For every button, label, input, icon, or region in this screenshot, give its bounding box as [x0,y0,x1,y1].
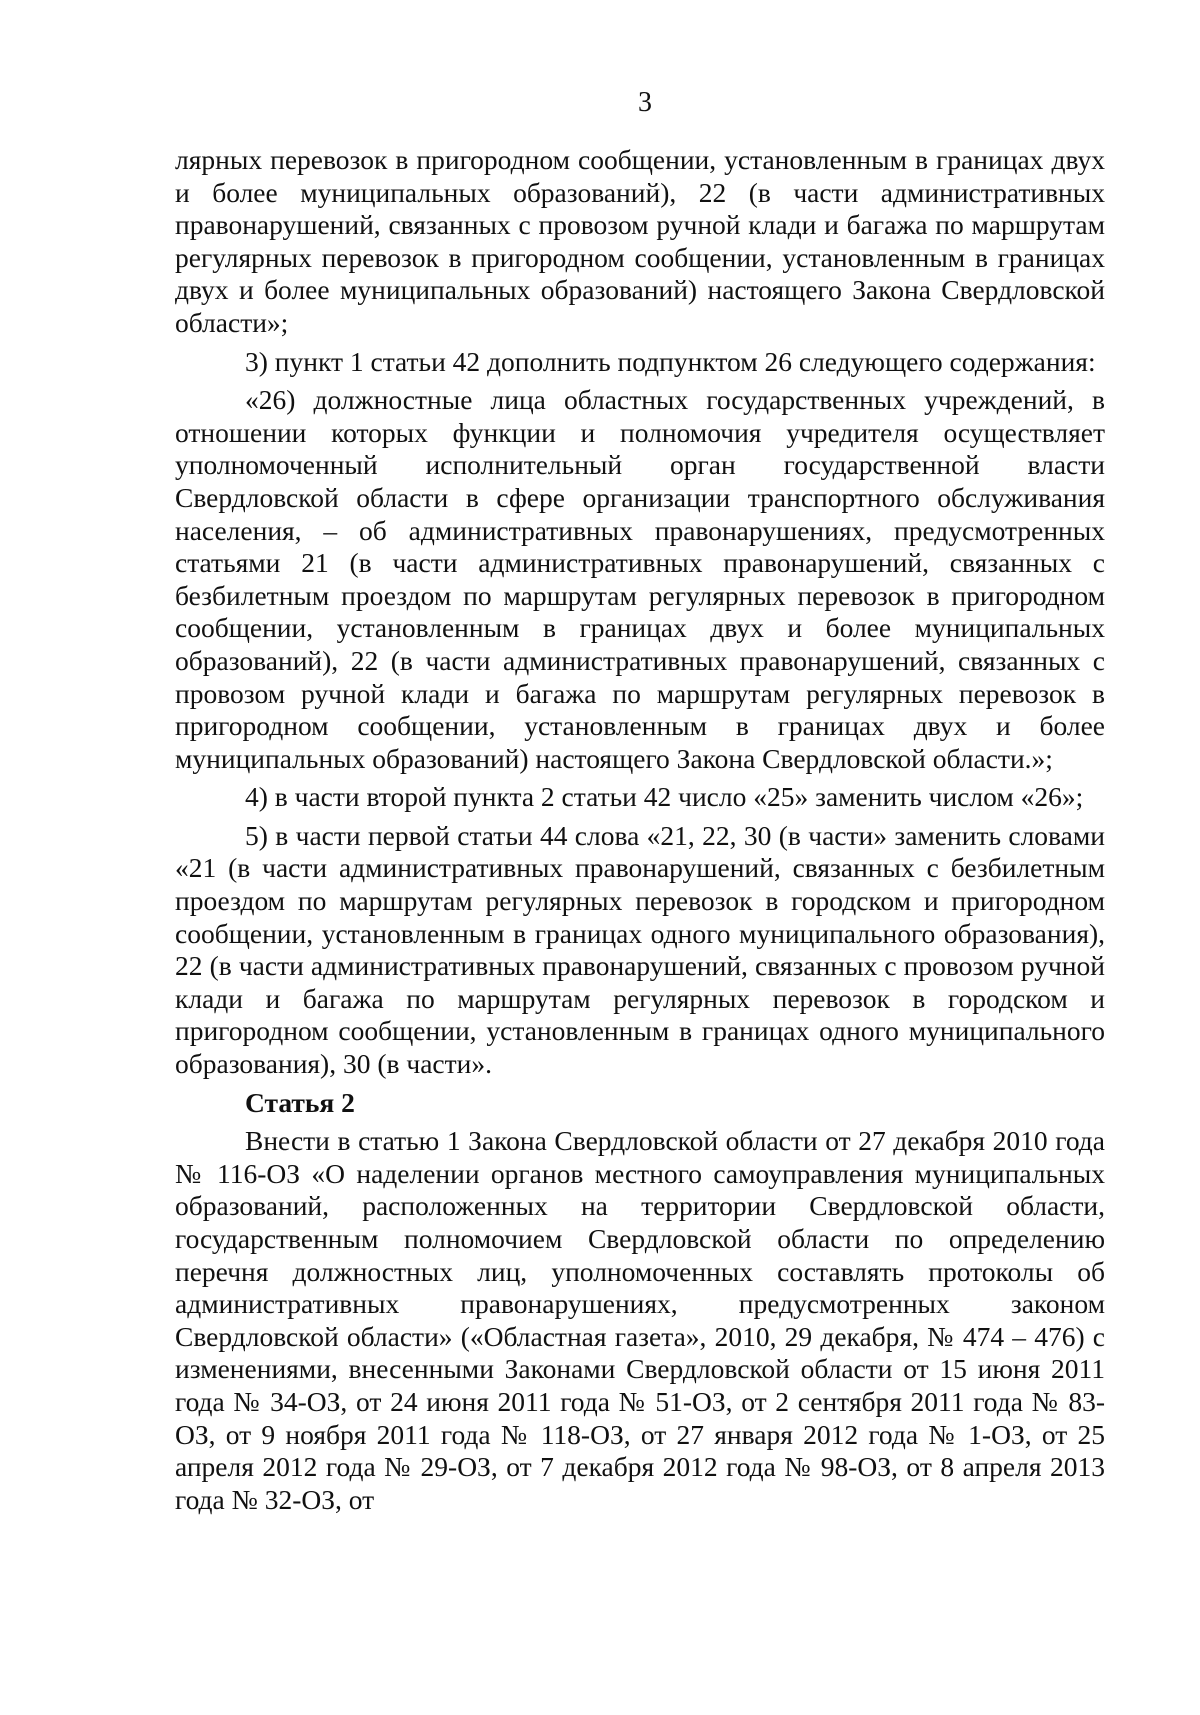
paragraph-item-5: 5) в части первой статьи 44 слова «21, 22, 30 (в части» заменить словами «21 (в части административных правонарушений, связанных с безбилетным проездом по маршрутам регулярных перевозок в городском и пригородном сообщении, установленным в границах одного муниципального образования), 22 (в части административных правонарушений, связанных с провозом ручной клади и багажа по маршрутам регулярных перевозок в городском и пригородном сообщении, установленным в границах одного муниципального образования), 30 (в части». [175,819,1105,1080]
document-body [175,144,1105,1522]
paragraph-continuation: лярных перевозок в пригородном сообщении, установленным в границах двух и более муниципальных образований), 22 (в части административных правонарушений, связанных с провозом ручной клади и багажа по маршрутам регулярных перевозок в пригородном сообщении, установленным в границах двух и более муниципальных образований) настоящего Закона Свердловской области»; [175,144,1105,338]
paragraph-item-4: 4) в части второй пункта 2 статьи 42 число «25» заменить числом «26»; [245,781,1084,813]
paragraph-article-2-body: Внести в статью 1 Закона Свердловской области от 27 декабря 2010 года № 116-ОЗ «О наделении органов местного самоуправления муниципальных образований, расположенных на территории Свердловской области, государственным полномочием Свердловской области по определению перечня должностных лиц, уполномоченных составлять протоколы об административных правонарушениях, предусмотренных законом Свердловской области» («Областная газета», 2010, 29 декабря, № 474 – 476) с изменениями, внесенными Законами Свердловской области от 15 июня 2011 года № 34-ОЗ, от 24 июня 2011 года № 51-ОЗ, от 2 сентября 2011 года № 83-ОЗ, от 9 ноября 2011 года № 118-ОЗ, от 27 января 2012 года № 1-ОЗ, от 25 апреля 2012 года № 29-ОЗ, от 7 декабря 2012 года № 98-ОЗ, от 8 апреля 2013 года № 32-ОЗ, от [175,1125,1105,1515]
article-heading: Статья 2 [245,1086,355,1118]
paragraph-subitem-26: «26) должностные лица областных государственных учреждений, в отношении которых функции и полномочия учредителя осуществляет уполномоченный исполнительный орган государственной власти Свердловской области в сфере организации транспортного обслуживания населения, – об административных правонарушениях, предусмотренных статьями 21 (в части административных правонарушений, связанных с безбилетным проездом по маршрутам регулярных перевозок в пригородном сообщении, установленным в границах двух и более муниципальных образований), 22 (в части административных правонарушений, связанных с провозом ручной клади и багажа по маршрутам регулярных перевозок в пригородном сообщении, установленным в границах двух и более муниципальных образований) настоящего Закона Свердловской области.»; [175,384,1105,774]
paragraph-item-3: 3) пункт 1 статьи 42 дополнить подпунктом 26 следующего содержания: [245,345,1096,377]
page-number: 3 [638,87,652,118]
